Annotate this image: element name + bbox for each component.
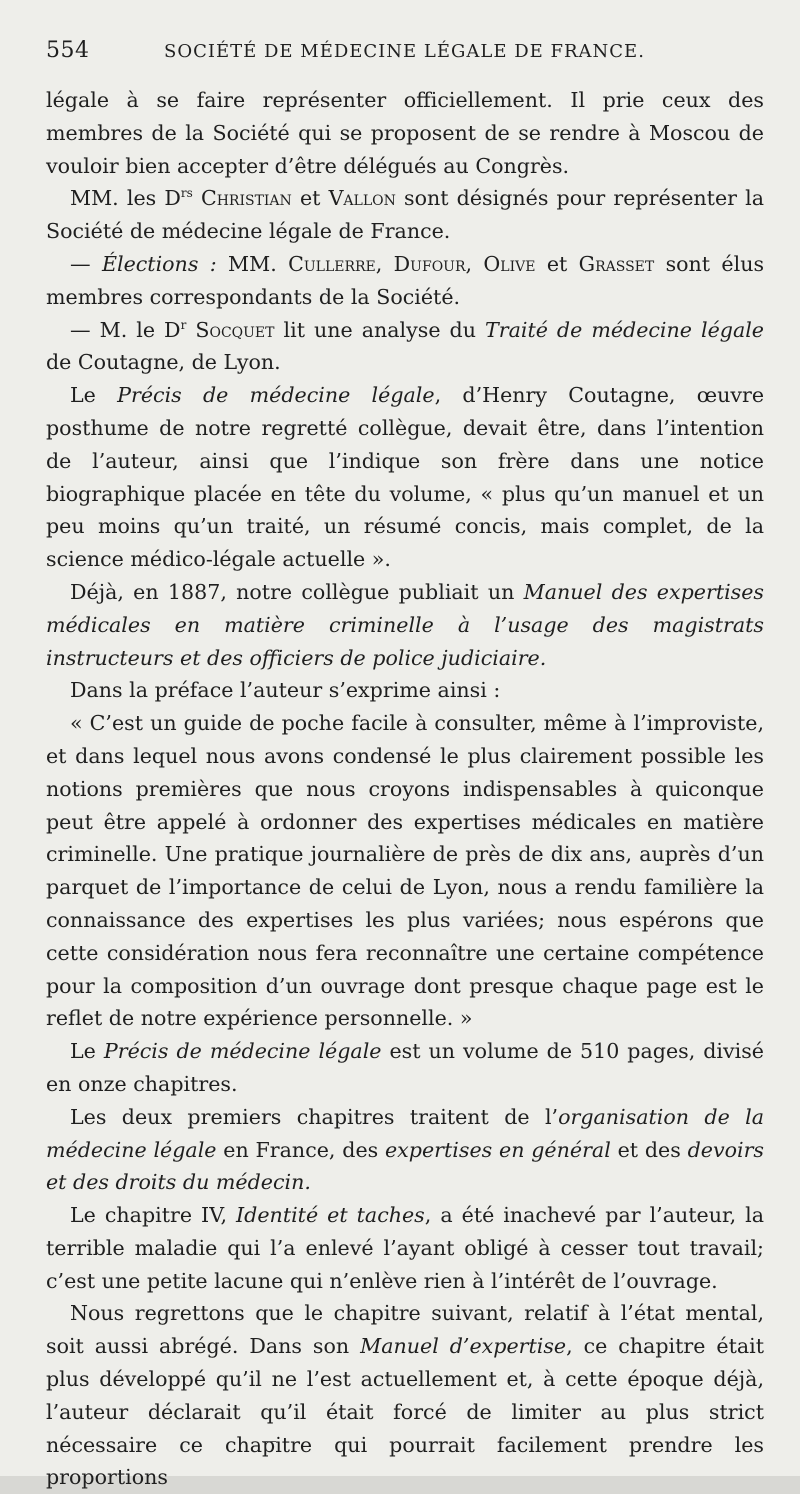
paragraph-quotation: « C’est un guide de poche facile à consulter, même à l’improviste, et dans lequel nous avons condensé le plus clairement possible les notions premières que nous croyons indispensables à quiconque peut être appelé à ordonner des expertises médicales en matière criminelle. Une pratique journalière de près de dix ans, auprès d’un parquet de l’importance de celui de Lyon, nous a rendu familière la connaissance des expertises les plus variées; nous espérons que cette considération nous fera reconnaître une certaine compétence pour la composition d’un ouvrage dont presque chaque page est le reflet de notre expérience personnelle. » bbox=[46, 711, 764, 1031]
paragraph-chapters: Les deux premiers chapitres traitent de l’organisation de la médecine légale en France, des expertises en général et des devoirs et des droits du médecin. bbox=[46, 1104, 765, 1195]
paragraph-manuel: Déjà, en 1887, notre collègue publiait un Manuel des expertises médicales en matière criminelle à l’usage des magistrats instructeurs et des officiers de police judiciaire. bbox=[46, 579, 765, 670]
paragraph-chapter-four: Le chapitre IV, Identité et taches, a été inachevé par l’auteur, la terrible maladie qui l’a enlevé l’ayant obligé à cesser tout travail; c’est une petite lacune qui n’enlève rien à l’intérêt de l’ouvrage. bbox=[46, 1203, 765, 1293]
paragraph-continued: légale à se faire représenter officiellement. Il prie ceux des membres de la Société qui se proposent de se rendre à Moscou de vouloir bien accepter d’être délégués au Congrès. bbox=[46, 88, 764, 178]
book-title: Précis de médecine légale bbox=[117, 383, 435, 408]
page-header bbox=[46, 38, 764, 84]
paragraph-elections: — Élections : MM. Cullerre, Dufour, Olive et Grasset sont élus membres correspondants de la Société. bbox=[46, 251, 765, 309]
paragraph-volume: Le Précis de médecine légale est un volume de 510 pages, divisé en onze chapitres. bbox=[46, 1039, 764, 1096]
book-title: Traité de médecine légale bbox=[485, 317, 764, 342]
paragraph-mental-state: Nous regrettons que le chapitre suivant, relatif à l’état mental, soit aussi abrégé. Dans son Manuel d’expertise, ce chapitre était plus développé qu’il ne l’est actuellement et, à cette époque déjà, l’auteur déclarait qu’il était forcé de limiter au plus strict nécessaire ce chapitre qui pourrait facilement prendre les proportions bbox=[46, 1301, 764, 1490]
person-name: Grasset bbox=[578, 251, 655, 276]
paragraph-delegates: MM. les $D^{rs}$ Christian et Vallon sont désignés pour représenter la Société de médecine légale de France. bbox=[46, 186, 764, 244]
book-title: Manuel d’expertise bbox=[360, 1334, 567, 1359]
person-name: Vallon bbox=[328, 186, 396, 211]
book-title: Précis de médecine légale bbox=[103, 1039, 382, 1064]
paragraph-analysis: — M. le $D^r$ Socquet lit une analyse du Traité de médecine légale de Coutagne, de Lyon. bbox=[46, 317, 764, 375]
person-name: Cullerre bbox=[288, 251, 376, 276]
body-text bbox=[46, 84, 764, 1494]
running-head: SOCIÉTÉ DE MÉDECINE LÉGALE DE FRANCE. bbox=[164, 41, 645, 62]
paragraph-preface-intro: Dans la préface l’auteur s’exprime ainsi : bbox=[70, 678, 501, 703]
person-name: Olive bbox=[483, 251, 536, 276]
person-name: Dufour bbox=[393, 251, 466, 276]
person-name: Christian bbox=[200, 186, 292, 211]
paragraph-precis: Le Précis de médecine légale, d’Henry Coutagne, œuvre posthume de notre regretté collègue, devait être, dans l’intention de l’auteur, ainsi que l’indique son frère dans une notice biographique placée en tête du volume, « plus qu’un manuel et un peu moins qu’un traité, un résumé concis, mais complet, de la science médico-légale actuelle ». bbox=[46, 383, 765, 572]
person-name: Socquet bbox=[195, 317, 275, 342]
book-title: Manuel des expertises médicales en matière criminelle à l’usage des magistrats instructeurs et des officiers de police judiciaire. bbox=[46, 579, 765, 670]
printer-mark bbox=[262, 1441, 276, 1442]
page-number: 554 bbox=[46, 38, 90, 63]
